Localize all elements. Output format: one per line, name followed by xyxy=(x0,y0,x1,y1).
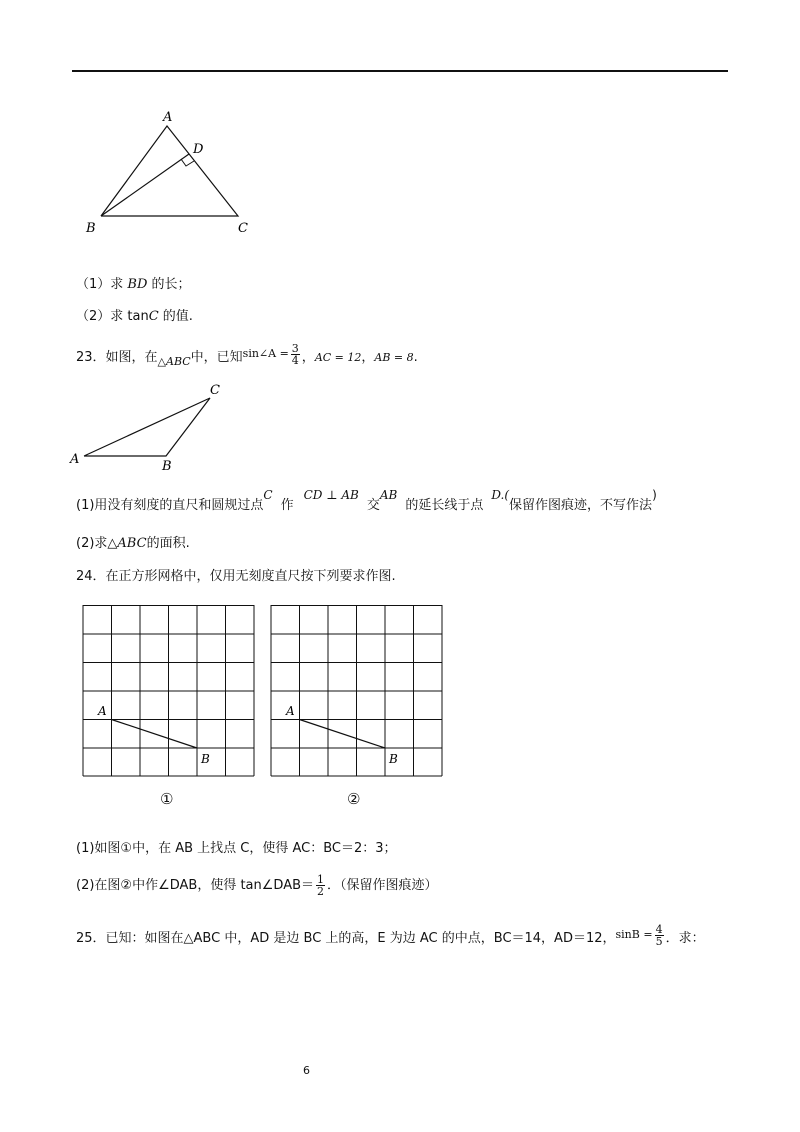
label-b-2: B xyxy=(162,459,172,474)
q24-part1: (1)如图①中，在 AB 上找点 C，使得 AC：BC＝2：3； xyxy=(76,841,397,856)
header-rule xyxy=(72,70,728,72)
triangle-abd-figure xyxy=(80,105,280,240)
grid-figure-2 xyxy=(270,605,445,777)
label-b: B xyxy=(86,221,96,236)
q24-intro: 24．在正方形网格中，仅用无刻度直尺按下列要求作图. xyxy=(76,569,396,584)
segment-ab-1 xyxy=(112,720,198,749)
right-angle-mark xyxy=(181,159,194,166)
grid1-label-b: B xyxy=(201,752,210,766)
triangle-abc-outline xyxy=(101,126,238,216)
label-a-2: A xyxy=(70,452,80,467)
q22-part1: （1）求 BD 的长； xyxy=(76,277,191,292)
segment-ab-2 xyxy=(300,720,386,749)
label-a: A xyxy=(163,110,173,125)
q23-intro: 23．如图，在$_{\triangle ABC}$中，已知$^{sin\angle A = \frac{3}{4}}$ ，AC = 12，AB = 8. xyxy=(76,341,418,368)
q23-part2: (2)求△ABC的面积. xyxy=(76,536,190,551)
grid2-label-a: A xyxy=(286,704,295,718)
q25-statement: 25．已知：如图在△ABC 中，AD 是边 BC 上的高，E 为边 AC 的中点，BC＝14，AD＝12，$^{sinB = \frac{4}{5}}$ ．求： xyxy=(76,922,705,948)
triangle-abc-outline-2 xyxy=(84,398,210,456)
label-c: C xyxy=(238,221,248,236)
grid-figure-1 xyxy=(82,605,257,777)
grid2-label-b: B xyxy=(389,752,398,766)
grid1-label-a: A xyxy=(98,704,107,718)
altitude-bd xyxy=(101,154,189,216)
label-d: D xyxy=(193,142,204,157)
q23-part1: (1)用没有刻度的直尺和圆规过点C作CD ⊥ AB交AB的延长线于点D.(保留作图痕迹，不写作法) xyxy=(76,488,657,513)
page-number: 6 xyxy=(303,1064,310,1077)
q22-part2: （2）求 tanC 的值. xyxy=(76,309,193,324)
triangle-abc-figure-2 xyxy=(66,380,236,475)
q24-part2: (2)在图②中作∠DAB，使得 tan∠DAB＝ $\frac{1}{2}$ ．（保留作图痕迹） xyxy=(76,873,438,898)
label-c-2: C xyxy=(210,383,220,398)
caption-1: ① xyxy=(160,790,174,808)
caption-2: ② xyxy=(347,790,361,808)
